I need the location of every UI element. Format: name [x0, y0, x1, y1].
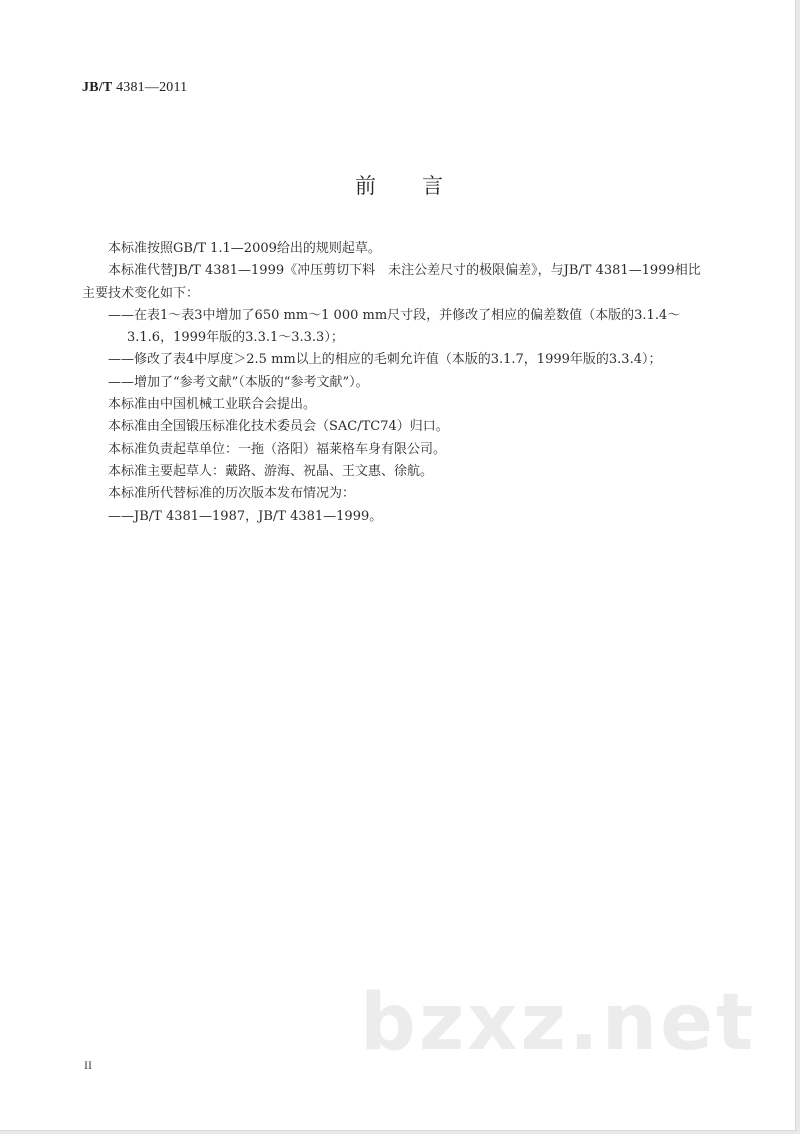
list-item-change-3: ——增加了“参考文献”（本版的“参考文献”）。: [108, 374, 369, 390]
paragraph-changes-intro: 主要技术变化如下：: [82, 285, 200, 301]
paragraph-drafting-rules: 本标准按照GB/T 1.1—2009给出的规则起草。: [108, 241, 381, 256]
paragraph-history-intro: 本标准所代替标准的历次版本发布情况为：: [108, 486, 356, 502]
paragraph-proposed-by: 本标准由中国机械工业联合会提出。: [108, 397, 317, 413]
page-title: [0, 170, 800, 200]
paragraph-under-jurisdiction: 本标准由全国锻压标准化技术委员会（SAC/TC74）归口。: [108, 419, 449, 435]
list-item-change-1: ——在表1～表3中增加了650 mm～1 000 mm尺寸段，并修改了相应的偏差数值（本版的3.1.4～: [108, 307, 681, 323]
title-char-1: 前: [355, 174, 378, 198]
paragraph-drafters: 本标准主要起草人：戴路、游海、祝晶、王文惠、徐航。: [108, 463, 434, 479]
standard-code-prefix: JB/T: [82, 80, 113, 95]
foreword-body: [82, 238, 742, 528]
list-item-history: ——JB/T 4381—1987，JB/T 4381—1999。: [108, 508, 383, 524]
watermark: bzxz.net: [360, 978, 757, 1068]
standard-code-header: [82, 80, 187, 96]
standard-code-number: 4381—2011: [112, 80, 188, 95]
page-number: II: [84, 1058, 92, 1072]
list-item-change-2: ——修改了表4中厚度＞2.5 mm以上的相应的毛刺允许值（本版的3.1.7，1999年版的3.3.4）；: [108, 352, 662, 368]
paragraph-replaces: 本标准代替JB/T 4381—1999《冲压剪切下料 未注公差尺寸的极限偏差》，与JB/T 4381—1999相比: [108, 263, 701, 279]
title-char-2: 言: [422, 174, 445, 198]
list-item-change-1-cont: 3.1.6，1999年版的3.3.1～3.3.3）；: [127, 330, 344, 346]
paragraph-drafting-unit: 本标准负责起草单位：一拖（洛阳）福莱格车身有限公司。: [108, 441, 447, 457]
